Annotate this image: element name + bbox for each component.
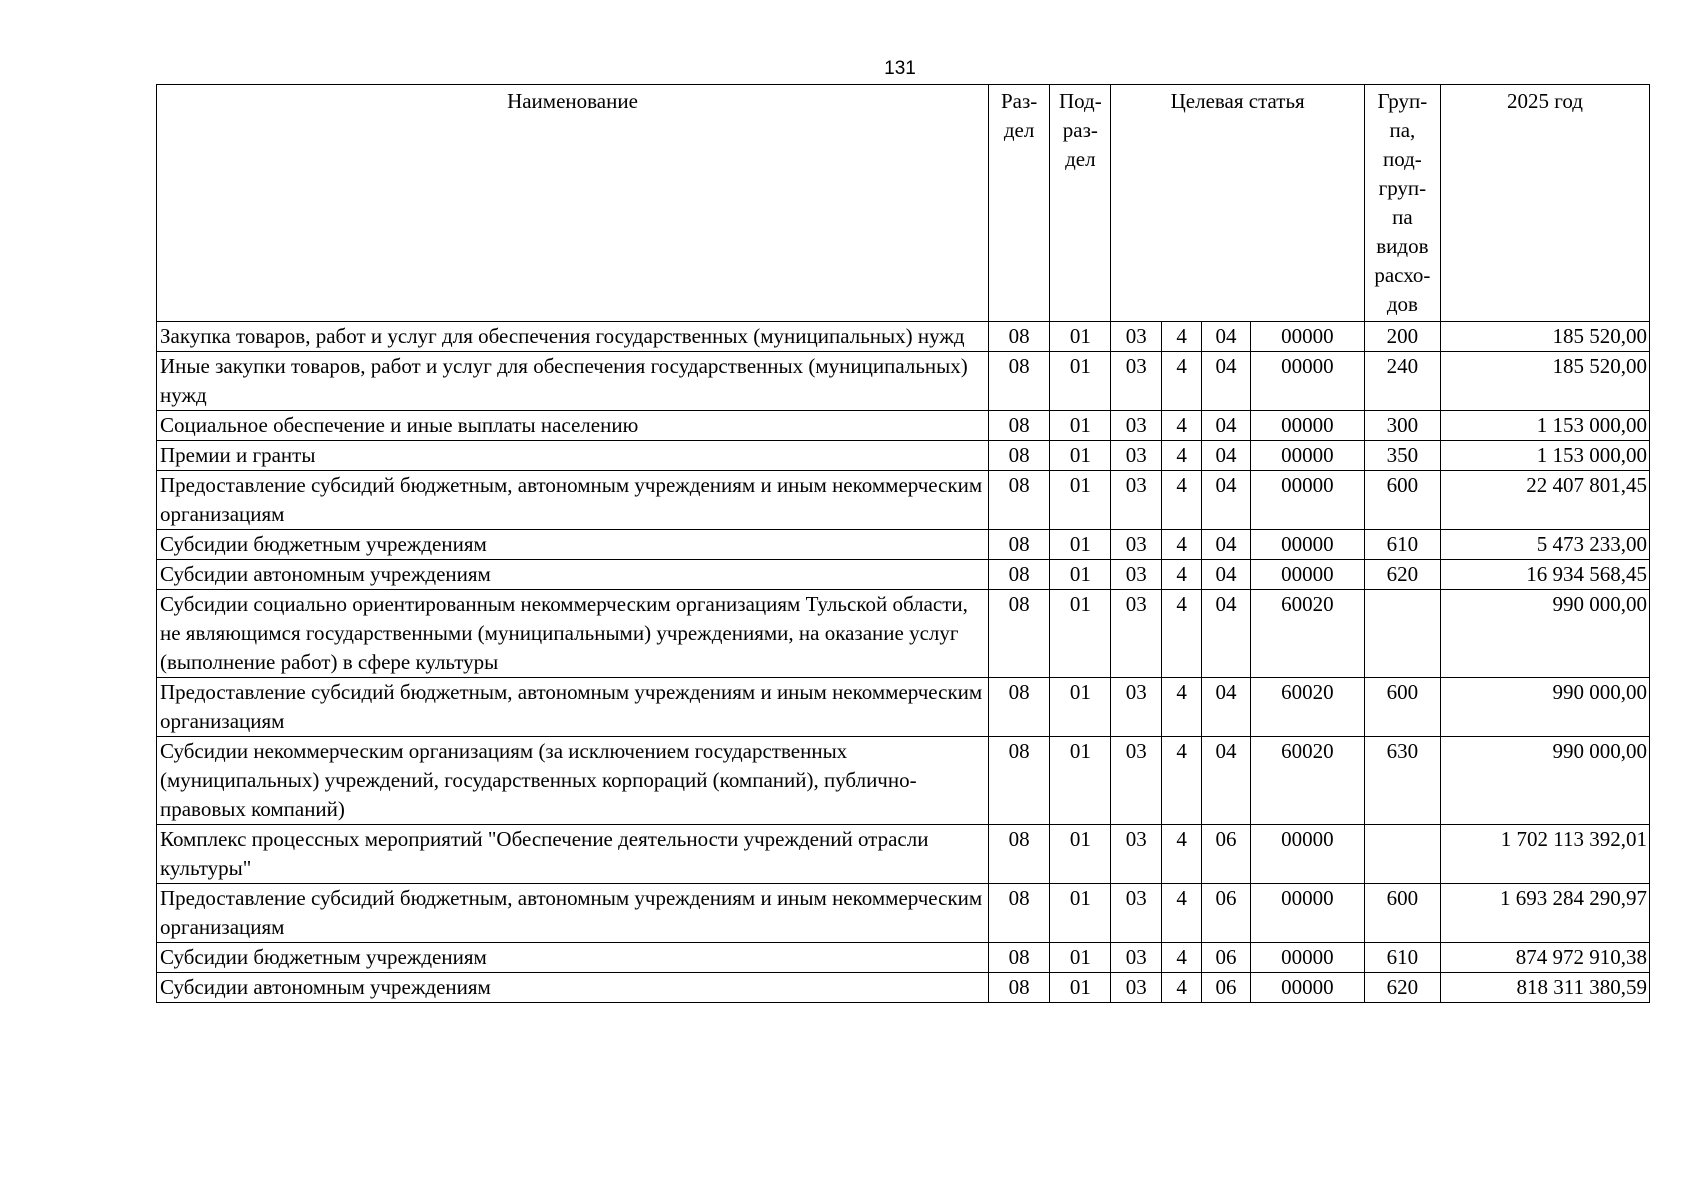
cell-name: Субсидии некоммерческим организациям (за исключением государственных (муниципальных) учреждений, государственных корпораций (компаний), публично-правовых компаний) [157, 737, 989, 825]
header-celevaya-statya: Целевая статья [1111, 85, 1364, 322]
cell-gruppa: 350 [1364, 441, 1440, 471]
cell-gruppa: 300 [1364, 411, 1440, 441]
cell-razdel: 08 [988, 441, 1049, 471]
cell-gruppa [1364, 590, 1440, 678]
cell-gruppa: 600 [1364, 678, 1440, 737]
cell-razdel: 08 [988, 678, 1049, 737]
cell-cs-direction: 00000 [1250, 530, 1364, 560]
cell-cs-type: 4 [1162, 590, 1202, 678]
cell-amount: 5 473 233,00 [1440, 530, 1649, 560]
cell-cs-type: 4 [1162, 471, 1202, 530]
cell-name: Субсидии бюджетным учреждениям [157, 530, 989, 560]
cell-name: Закупка товаров, работ и услуг для обеспечения государственных (муниципальных) нужд [157, 322, 989, 352]
table-body [157, 322, 1650, 1003]
cell-name: Комплекс процессных мероприятий "Обеспечение деятельности учреждений отрасли культуры" [157, 825, 989, 884]
cell-gruppa [1364, 825, 1440, 884]
cell-cs-program: 03 [1111, 678, 1162, 737]
cell-razdel: 08 [988, 352, 1049, 411]
cell-cs-complex: 04 [1202, 737, 1251, 825]
table-row [157, 352, 1650, 411]
cell-cs-program: 03 [1111, 560, 1162, 590]
cell-amount: 990 000,00 [1440, 590, 1649, 678]
table-row [157, 560, 1650, 590]
cell-cs-complex: 04 [1202, 352, 1251, 411]
cell-podrazdel: 01 [1050, 530, 1111, 560]
cell-cs-complex: 04 [1202, 322, 1251, 352]
cell-cs-direction: 60020 [1250, 590, 1364, 678]
cell-gruppa: 620 [1364, 560, 1440, 590]
page-number: 131 [884, 58, 916, 79]
table-row [157, 441, 1650, 471]
cell-podrazdel: 01 [1050, 322, 1111, 352]
cell-cs-program: 03 [1111, 441, 1162, 471]
cell-cs-program: 03 [1111, 943, 1162, 973]
header-razdel: Раз- дел [988, 85, 1049, 322]
table-header-row [157, 85, 1650, 322]
cell-amount: 16 934 568,45 [1440, 560, 1649, 590]
table-row [157, 471, 1650, 530]
cell-razdel: 08 [988, 560, 1049, 590]
cell-cs-program: 03 [1111, 590, 1162, 678]
cell-name: Премии и гранты [157, 441, 989, 471]
cell-cs-complex: 04 [1202, 411, 1251, 441]
table-row [157, 737, 1650, 825]
cell-cs-complex: 04 [1202, 590, 1251, 678]
cell-cs-program: 03 [1111, 322, 1162, 352]
header-gruppa: Груп- па, под- груп- па видов расхо- дов [1364, 85, 1440, 322]
cell-razdel: 08 [988, 973, 1049, 1003]
header-year: 2025 год [1440, 85, 1649, 322]
cell-amount: 185 520,00 [1440, 352, 1649, 411]
cell-podrazdel: 01 [1050, 590, 1111, 678]
cell-podrazdel: 01 [1050, 943, 1111, 973]
cell-name: Предоставление субсидий бюджетным, автономным учреждениям и иным некоммерческим организациям [157, 471, 989, 530]
cell-cs-direction: 00000 [1250, 352, 1364, 411]
cell-razdel: 08 [988, 322, 1049, 352]
table-row [157, 322, 1650, 352]
cell-cs-program: 03 [1111, 884, 1162, 943]
cell-cs-program: 03 [1111, 973, 1162, 1003]
cell-cs-direction: 00000 [1250, 441, 1364, 471]
table-row [157, 590, 1650, 678]
cell-podrazdel: 01 [1050, 441, 1111, 471]
cell-cs-direction: 00000 [1250, 943, 1364, 973]
cell-cs-complex: 04 [1202, 530, 1251, 560]
cell-gruppa: 200 [1364, 322, 1440, 352]
cell-cs-complex: 04 [1202, 441, 1251, 471]
cell-razdel: 08 [988, 943, 1049, 973]
cell-cs-type: 4 [1162, 943, 1202, 973]
cell-name: Субсидии бюджетным учреждениям [157, 943, 989, 973]
cell-cs-type: 4 [1162, 825, 1202, 884]
cell-razdel: 08 [988, 411, 1049, 441]
cell-podrazdel: 01 [1050, 352, 1111, 411]
cell-gruppa: 610 [1364, 943, 1440, 973]
cell-name: Субсидии социально ориентированным некоммерческим организациям Тульской области, не являющимся государственными (муниципальными) учреждениями, на оказание услуг (выполнение работ) в сфере культуры [157, 590, 989, 678]
budget-table [156, 84, 1650, 1003]
cell-podrazdel: 01 [1050, 560, 1111, 590]
cell-amount: 1 702 113 392,01 [1440, 825, 1649, 884]
cell-amount: 818 311 380,59 [1440, 973, 1649, 1003]
table-row [157, 678, 1650, 737]
cell-cs-direction: 00000 [1250, 322, 1364, 352]
cell-cs-direction: 00000 [1250, 471, 1364, 530]
cell-amount: 990 000,00 [1440, 678, 1649, 737]
table-row [157, 884, 1650, 943]
cell-razdel: 08 [988, 590, 1049, 678]
cell-cs-direction: 60020 [1250, 678, 1364, 737]
cell-cs-direction: 60020 [1250, 737, 1364, 825]
table-row [157, 943, 1650, 973]
cell-podrazdel: 01 [1050, 737, 1111, 825]
cell-razdel: 08 [988, 884, 1049, 943]
cell-gruppa: 620 [1364, 973, 1440, 1003]
cell-cs-type: 4 [1162, 322, 1202, 352]
cell-podrazdel: 01 [1050, 471, 1111, 530]
cell-cs-type: 4 [1162, 352, 1202, 411]
cell-cs-program: 03 [1111, 737, 1162, 825]
cell-amount: 1 153 000,00 [1440, 441, 1649, 471]
cell-cs-type: 4 [1162, 530, 1202, 560]
cell-cs-direction: 00000 [1250, 560, 1364, 590]
cell-podrazdel: 01 [1050, 973, 1111, 1003]
header-name: Наименование [157, 85, 989, 322]
cell-cs-type: 4 [1162, 973, 1202, 1003]
cell-gruppa: 610 [1364, 530, 1440, 560]
cell-gruppa: 600 [1364, 884, 1440, 943]
cell-podrazdel: 01 [1050, 678, 1111, 737]
cell-cs-type: 4 [1162, 560, 1202, 590]
cell-cs-complex: 06 [1202, 973, 1251, 1003]
table-row [157, 973, 1650, 1003]
cell-cs-complex: 04 [1202, 471, 1251, 530]
cell-cs-direction: 00000 [1250, 973, 1364, 1003]
cell-name: Социальное обеспечение и иные выплаты населению [157, 411, 989, 441]
cell-cs-type: 4 [1162, 441, 1202, 471]
cell-cs-program: 03 [1111, 411, 1162, 441]
cell-cs-direction: 00000 [1250, 411, 1364, 441]
cell-cs-program: 03 [1111, 352, 1162, 411]
cell-cs-complex: 06 [1202, 943, 1251, 973]
cell-gruppa: 600 [1364, 471, 1440, 530]
cell-name: Предоставление субсидий бюджетным, автономным учреждениям и иным некоммерческим организациям [157, 884, 989, 943]
cell-cs-type: 4 [1162, 737, 1202, 825]
cell-amount: 1 153 000,00 [1440, 411, 1649, 441]
cell-cs-type: 4 [1162, 678, 1202, 737]
cell-name: Субсидии автономным учреждениям [157, 973, 989, 1003]
cell-cs-direction: 00000 [1250, 884, 1364, 943]
cell-cs-program: 03 [1111, 825, 1162, 884]
cell-cs-type: 4 [1162, 884, 1202, 943]
cell-cs-type: 4 [1162, 411, 1202, 441]
table-row [157, 825, 1650, 884]
cell-cs-complex: 06 [1202, 825, 1251, 884]
table-row [157, 530, 1650, 560]
cell-podrazdel: 01 [1050, 884, 1111, 943]
cell-amount: 990 000,00 [1440, 737, 1649, 825]
cell-amount: 1 693 284 290,97 [1440, 884, 1649, 943]
cell-podrazdel: 01 [1050, 825, 1111, 884]
cell-razdel: 08 [988, 530, 1049, 560]
cell-name: Предоставление субсидий бюджетным, автономным учреждениям и иным некоммерческим организациям [157, 678, 989, 737]
cell-name: Иные закупки товаров, работ и услуг для обеспечения государственных (муниципальных) нужд [157, 352, 989, 411]
cell-podrazdel: 01 [1050, 411, 1111, 441]
cell-amount: 874 972 910,38 [1440, 943, 1649, 973]
cell-cs-complex: 04 [1202, 678, 1251, 737]
cell-amount: 185 520,00 [1440, 322, 1649, 352]
cell-gruppa: 240 [1364, 352, 1440, 411]
cell-cs-program: 03 [1111, 471, 1162, 530]
cell-name: Субсидии автономным учреждениям [157, 560, 989, 590]
table-row [157, 411, 1650, 441]
cell-amount: 22 407 801,45 [1440, 471, 1649, 530]
cell-cs-complex: 06 [1202, 884, 1251, 943]
cell-gruppa: 630 [1364, 737, 1440, 825]
cell-razdel: 08 [988, 471, 1049, 530]
cell-cs-program: 03 [1111, 530, 1162, 560]
cell-cs-complex: 04 [1202, 560, 1251, 590]
header-podrazdel: Под- раз- дел [1050, 85, 1111, 322]
cell-cs-direction: 00000 [1250, 825, 1364, 884]
cell-razdel: 08 [988, 737, 1049, 825]
cell-razdel: 08 [988, 825, 1049, 884]
